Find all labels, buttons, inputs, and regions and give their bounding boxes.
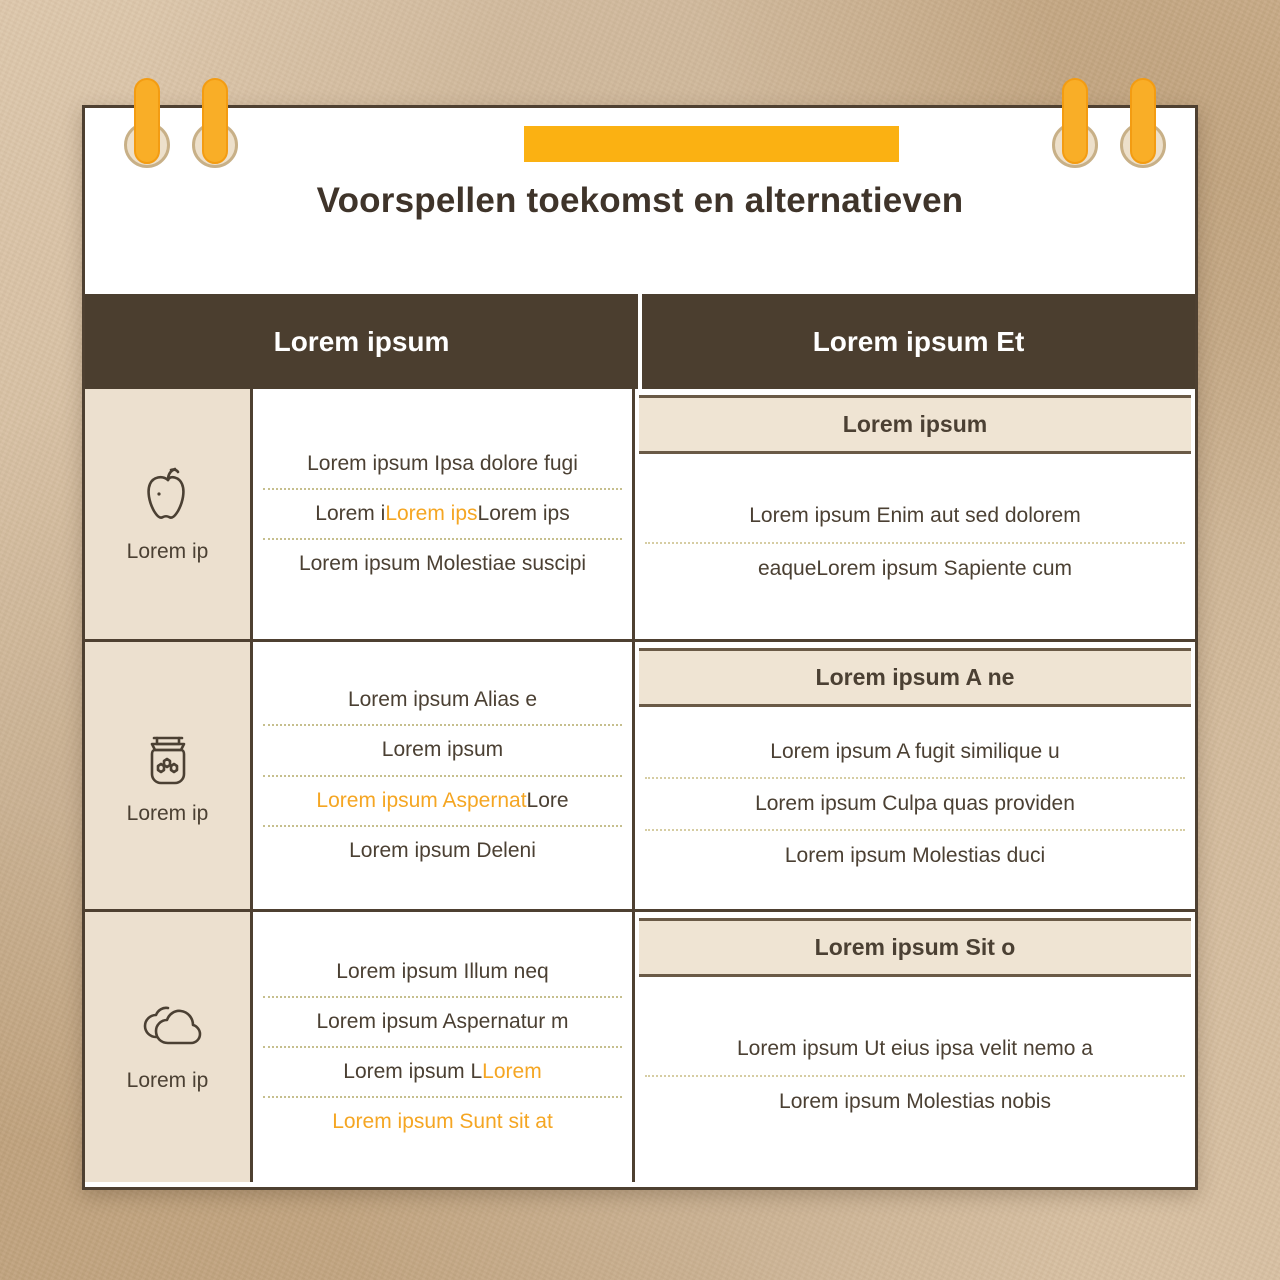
list-item: Lorem ipsum Molestias nobis	[779, 1089, 1051, 1113]
header-right: Lorem ipsum Et	[642, 294, 1195, 389]
table-row	[85, 389, 1195, 642]
table-body	[85, 389, 1195, 1187]
list-item: Lorem ipsum Alias e	[263, 676, 622, 726]
list-item: eaqueLorem ipsum Sapiente cum	[757, 556, 1072, 580]
honey-jar-icon	[137, 726, 199, 790]
row-icon-label: Lorem ip	[126, 801, 209, 825]
row-right-list	[639, 977, 1191, 1174]
table-row	[85, 912, 1195, 1182]
list-item: Lorem ipsum Sunt sit at	[332, 1110, 553, 1134]
list-item	[263, 490, 622, 540]
list-item-post: Lorem ips	[477, 501, 570, 525]
page-title: Voorspellen toekomst en alternatieven	[316, 181, 964, 220]
apple-icon	[137, 464, 199, 528]
list-item-pre: Lorem i	[315, 501, 386, 525]
list-item: Lorem ipsum Illum neq	[263, 948, 622, 998]
list-item-highlight: Lorem	[482, 1060, 542, 1083]
list-item-highlight: Lorem ips	[385, 501, 478, 525]
list-item: Lorem ipsum Molestias duci	[784, 844, 1046, 868]
cloud-icon	[132, 1001, 204, 1057]
list-item: Lorem ipsum Deleni	[349, 838, 536, 862]
list-item: Lorem ipsum Enim aut sed dolorem	[645, 491, 1185, 543]
row-icon-label: Lorem ip	[126, 1069, 209, 1092]
list-item: Lorem ipsum A fugit similique u	[645, 727, 1185, 779]
list-item	[263, 777, 622, 827]
row-icon-label: Lorem ip	[126, 540, 209, 563]
list-item: Lorem ipsum Molestiae suscipi	[298, 552, 587, 576]
row-icon-cell	[85, 642, 253, 909]
table-row	[85, 642, 1195, 912]
list-item-pre: Lorem ipsum L	[343, 1060, 483, 1083]
row-icon-cell	[85, 389, 253, 639]
infographic-board	[82, 105, 1198, 1190]
list-item: Lorem ipsum Ut eius ipsa velit nemo a	[645, 1024, 1185, 1076]
row-right-list	[639, 454, 1191, 631]
row-right-subheader: Lorem ipsum Sit o	[639, 918, 1191, 977]
row-middle-cell	[253, 912, 635, 1182]
list-item: Lorem ipsum Ipsa dolore fugi	[263, 440, 622, 490]
list-item: Lorem ipsum	[263, 726, 622, 776]
row-right-cell	[635, 642, 1195, 909]
header-left: Lorem ipsum	[85, 294, 642, 389]
row-middle-cell	[253, 642, 635, 909]
list-item	[263, 1048, 622, 1098]
list-item-post: Lore	[526, 788, 569, 812]
title-highlight-marker	[524, 126, 899, 162]
row-right-subheader: Lorem ipsum A ne	[639, 648, 1191, 707]
list-item: Lorem ipsum Culpa quas providen	[645, 779, 1185, 831]
row-right-list	[639, 707, 1191, 901]
row-right-cell	[635, 389, 1195, 639]
table-header-row	[85, 294, 1195, 389]
list-item-highlight: Lorem ipsum Aspernat	[316, 788, 527, 812]
row-middle-cell	[253, 389, 635, 639]
row-right-cell	[635, 912, 1195, 1182]
row-right-subheader: Lorem ipsum	[639, 395, 1191, 454]
list-item: Lorem ipsum Aspernatur m	[263, 998, 622, 1048]
row-icon-cell	[85, 912, 253, 1182]
